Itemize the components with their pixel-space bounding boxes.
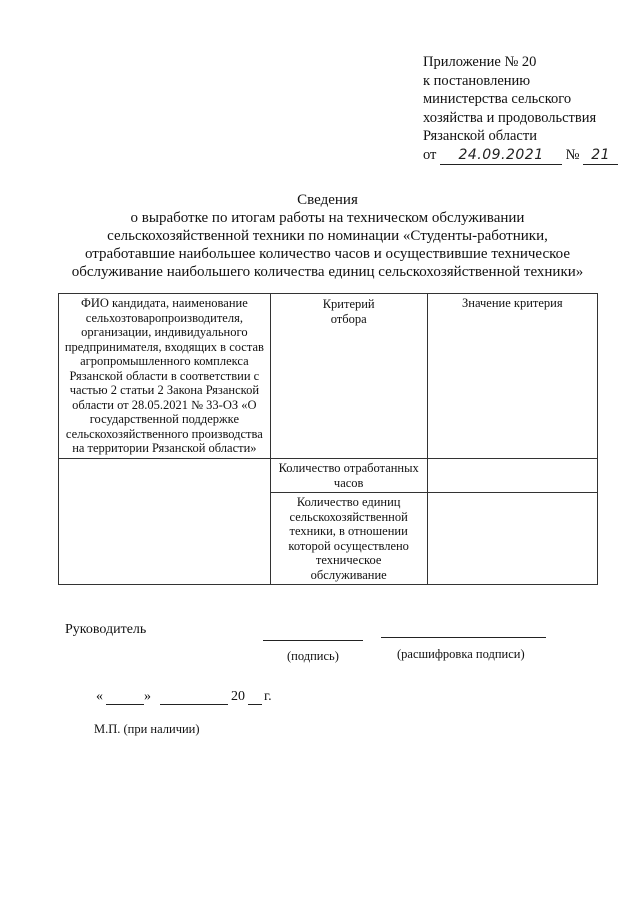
appendix-date-number	[423, 146, 623, 165]
document-title	[40, 191, 615, 281]
appendix-block	[423, 53, 623, 165]
decoding-caption: (расшифровка подписи)	[397, 647, 525, 661]
number-label: №	[565, 146, 580, 163]
year-prefix: 20	[231, 689, 245, 704]
appendix-line: хозяйства и продовольствия	[423, 109, 597, 126]
value-units-cell	[427, 493, 597, 585]
appendix-line: Приложение № 20	[423, 54, 537, 70]
criteria-table	[58, 293, 598, 585]
date-open-quote: «	[96, 689, 103, 704]
candidate-column-header: ФИО кандидата, наименование сельхозтоваропроизводителя, организации, индивидуального предпринимателя, входящих в состав агропромышленного комплекса Рязанской области в соответствии с частью 2 статьи 2 Закона Рязанской области от 28.05.2021 № 33-ОЗ «О государственной поддержке сельскохозяйственного производства на территории Рязанской области»	[59, 294, 271, 459]
signature-caption: (подпись)	[287, 649, 339, 663]
criterion-column-header	[270, 294, 427, 459]
criterion-units-cell	[270, 493, 427, 585]
value-column-header: Значение критерия	[427, 294, 597, 459]
criterion-units-text: Количество единиц сельскохозяйственной техники, в отношении которой осуществлено техническое обслуживание	[288, 495, 409, 582]
table-header-row	[59, 294, 598, 459]
criterion-hours-cell: Количество отработанных часов	[270, 459, 427, 493]
month-line	[160, 704, 228, 705]
value-hours-cell	[427, 459, 597, 493]
signature-line	[263, 640, 363, 641]
title-line: о выработке по итогам работы на техническом обслуживании	[130, 210, 525, 226]
appendix-line: министерства сельского	[423, 91, 572, 107]
handwritten-number: 21	[583, 148, 618, 165]
title-line: отработавшие наибольшее количество часов и осуществившие техническое	[85, 246, 570, 262]
table-row	[59, 459, 598, 493]
from-label: от	[423, 146, 437, 163]
year-line	[248, 704, 262, 705]
date-close-quote: »	[144, 689, 151, 704]
handwritten-date: 24.09.2021	[440, 148, 562, 165]
appendix-line: к постановлению	[423, 72, 531, 89]
year-suffix: г.	[264, 689, 272, 704]
criterion-header-text: Критерий отбора	[322, 297, 375, 326]
title-line: сельскохозяйственной техники по номинации «Студенты-работники,	[107, 228, 548, 244]
stamp-note: М.П. (при наличии)	[94, 722, 200, 736]
day-line	[106, 704, 144, 705]
candidate-cell	[59, 459, 271, 585]
decoding-line	[381, 637, 546, 638]
title-heading: Сведения	[297, 192, 358, 208]
head-label: Руководитель	[65, 622, 147, 637]
appendix-line: Рязанской области	[423, 128, 537, 144]
title-line: обслуживание наибольшего количества единиц сельскохозяйственной техники»	[71, 264, 584, 280]
